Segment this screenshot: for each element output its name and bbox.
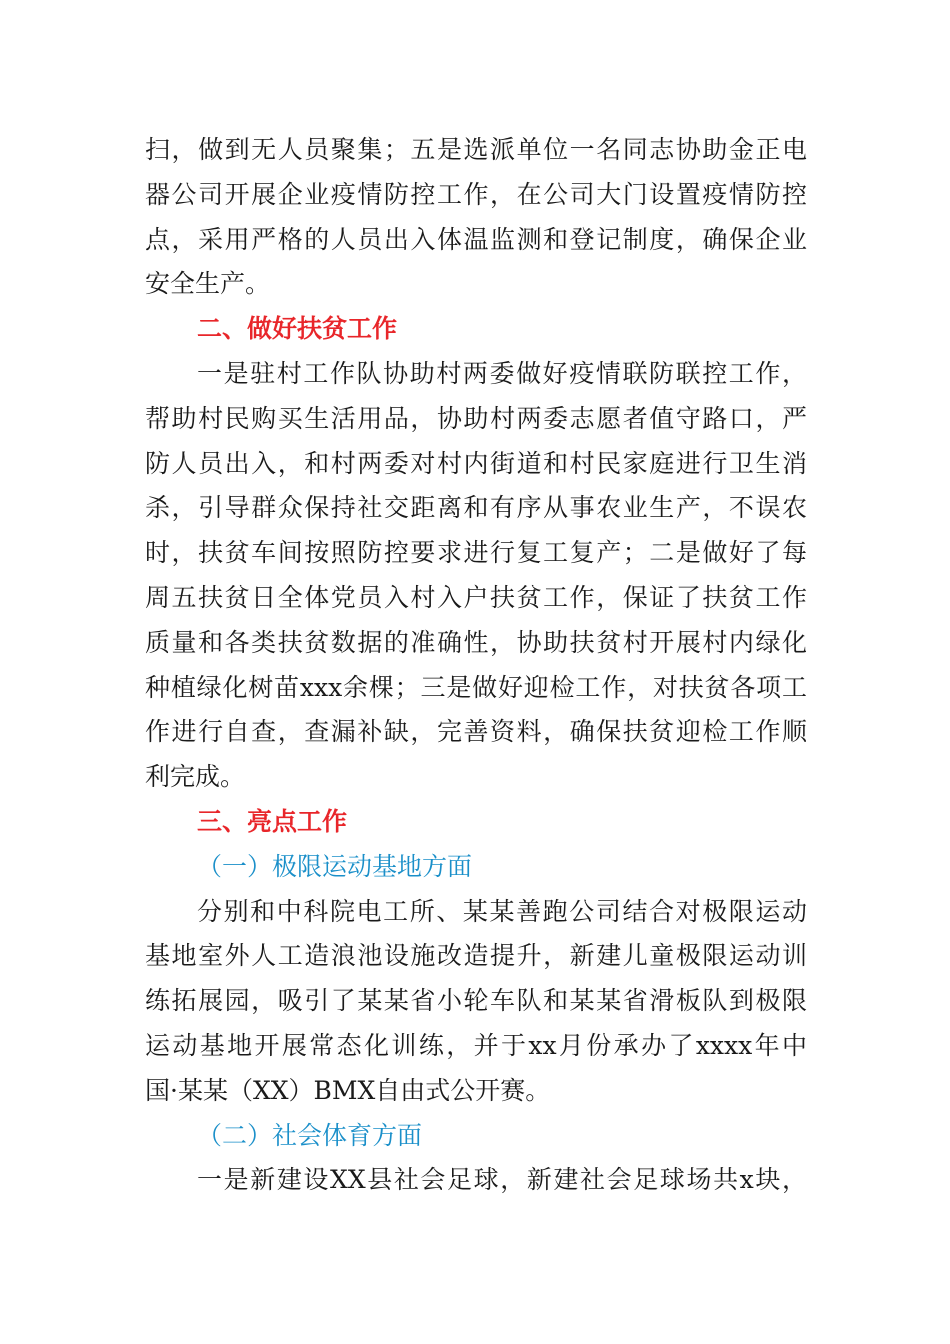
paragraph-line: 种植绿化树苗xxx余棵；三是做好迎检工作，对扶贫各项工 — [145, 672, 807, 702]
section-heading-highlights: 三、亮点工作 — [197, 806, 348, 836]
paragraph-line: 运动基地开展常态化训练，并于xx月份承办了xxxx年中 — [145, 1030, 807, 1060]
paragraph-line: 基地室外人工造浪池设施改造提升，新建儿童极限运动训 — [145, 941, 807, 971]
paragraph-line: 时，扶贫车间按照防控要求进行复工复产；二是做好了每 — [145, 538, 807, 568]
paragraph-line: 国·某某（XX）BMX自由式公开赛。 — [145, 1075, 551, 1105]
paragraph-line: 防人员出入，和村两委对村内街道和村民家庭进行卫生消 — [145, 448, 807, 478]
paragraph-line: 练拓展园，吸引了某某省小轮车队和某某省滑板队到极限 — [145, 986, 807, 1016]
paragraph-line: 周五扶贫日全体党员入村入户扶贫工作，保证了扶贫工作 — [145, 582, 807, 612]
section-heading-poverty-alleviation: 二、做好扶贫工作 — [197, 314, 398, 344]
paragraph-line: 扫，做到无人员聚集；五是选派单位一名同志协助金正电 — [145, 135, 807, 164]
paragraph-line: 点，采用严格的人员出入体温监测和登记制度，确保企业 — [145, 224, 807, 254]
subsection-heading-social-sports: （二）社会体育方面 — [197, 1120, 423, 1150]
subsection-heading-extreme-sports: （一）极限运动基地方面 — [197, 851, 473, 881]
paragraph-line: 器公司开展企业疫情防控工作，在公司大门设置疫情防控 — [145, 179, 807, 209]
paragraph-line: 一是新建设XX县社会足球，新建社会足球场共x块， — [197, 1165, 807, 1195]
paragraph-line: 安全生产。 — [145, 269, 271, 299]
paragraph-line: 分别和中科院电工所、某某善跑公司结合对极限运动 — [197, 896, 807, 926]
paragraph-line: 质量和各类扶贫数据的准确性，协助扶贫村开展村内绿化 — [145, 627, 807, 657]
paragraph-line: 作进行自查，查漏补缺，完善资料，确保扶贫迎检工作顺 — [145, 717, 807, 747]
paragraph-line: 利完成。 — [145, 762, 246, 792]
paragraph-line: 帮助村民购买生活用品，协助村两委志愿者值守路口，严 — [145, 403, 807, 433]
paragraph-line: 一是驻村工作队协助村两委做好疫情联防联控工作， — [197, 358, 807, 388]
document-body — [145, 128, 807, 1203]
paragraph-line: 杀，引导群众保持社交距离和有序从事农业生产，不误农 — [145, 493, 807, 523]
